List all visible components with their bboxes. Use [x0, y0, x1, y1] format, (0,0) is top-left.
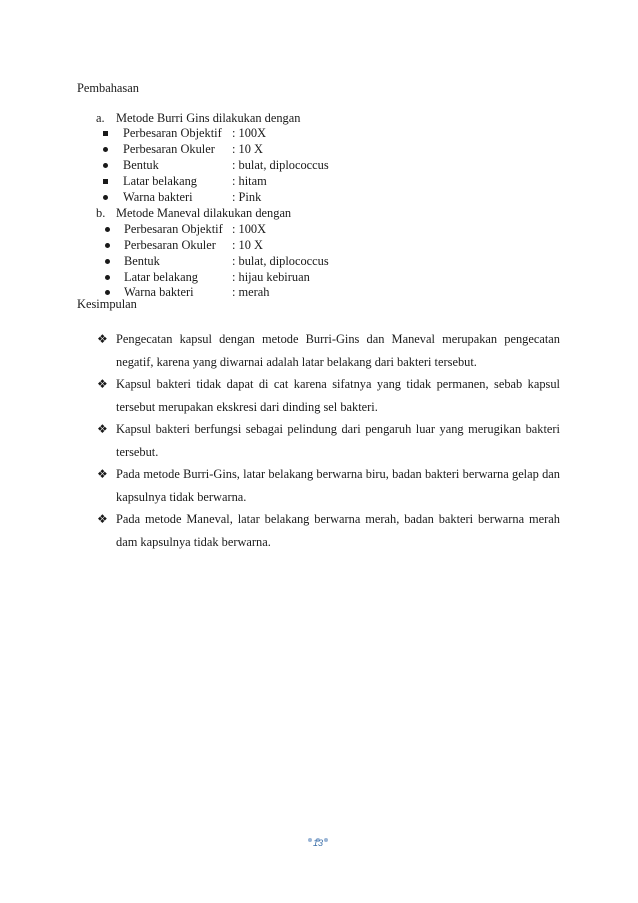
method-b-marker: b. — [96, 206, 106, 220]
method-b-item-label: Bentuk — [124, 254, 160, 268]
method-a-item-value: : 10 X — [232, 142, 263, 156]
method-b-item-label: Latar belakang — [124, 270, 198, 284]
dot-bullet-icon — [103, 147, 108, 152]
method-a-item-label: Warna bakteri — [123, 190, 193, 204]
method-a-item-value: : Pink — [232, 190, 262, 204]
conclusion-title: Kesimpulan — [77, 297, 137, 311]
dot-bullet-icon — [105, 243, 110, 248]
method-a-marker: a. — [96, 111, 105, 125]
method-b-item-label: Warna bakteri — [124, 285, 194, 299]
section-title: Pembahasan — [77, 81, 139, 95]
diamond-bullet-icon: ❖ — [97, 512, 108, 526]
square-bullet-icon — [103, 179, 108, 184]
method-a-item-value: : 100X — [232, 126, 267, 140]
diamond-bullet-icon: ❖ — [97, 467, 108, 481]
method-a-heading: Metode Burri Gins dilakukan dengan — [116, 111, 301, 125]
method-a-item-label: Latar belakang — [123, 174, 197, 188]
dot-bullet-icon — [103, 163, 108, 168]
conclusion-item: Kapsul bakteri berfungsi sebagai pelindung dari pengaruh luar yang merugikan bakteri tersebut. — [116, 422, 560, 459]
method-b-item-label: Perbesaran Objektif — [124, 222, 223, 236]
dot-bullet-icon — [105, 227, 110, 232]
method-a-item-label: Perbesaran Objektif — [123, 126, 222, 140]
method-b-item-value: : merah — [232, 285, 270, 299]
method-b-item-value: : hijau kebiruan — [232, 270, 310, 284]
method-a-item-label: Bentuk — [123, 158, 159, 172]
dot-bullet-icon — [105, 259, 110, 264]
diamond-bullet-icon: ❖ — [97, 377, 108, 391]
method-b-item-value: : bulat, diplococcus — [232, 254, 329, 268]
method-b-item-value: : 100X — [232, 222, 267, 236]
method-b-item-label: Perbesaran Okuler — [124, 238, 216, 252]
conclusion-item: Pada metode Burri-Gins, latar belakang berwarna biru, badan bakteri berwarna gelap dan kapsulnya tidak berwarna. — [116, 467, 560, 504]
diamond-bullet-icon: ❖ — [97, 422, 108, 436]
method-b-heading: Metode Maneval dilakukan dengan — [116, 206, 292, 220]
method-b-item-value: : 10 X — [232, 238, 263, 252]
conclusion-item: Pada metode Maneval, latar belakang berwarna merah, badan bakteri berwarna merah dam kapsulnya tidak berwarna. — [116, 512, 560, 549]
conclusion-item: Kapsul bakteri tidak dapat di cat karena sifatnya yang tidak permanen, sebab kapsul tersebut merupakan ekskresi dari dinding sel bakteri. — [116, 377, 560, 414]
conclusion-item: Pengecatan kapsul dengan metode Burri-Gins dan Maneval merupakan pengecatan negatif, karena yang diwarnai adalah latar belakang dari bakteri tersebut. — [116, 332, 560, 369]
method-a-item-label: Perbesaran Okuler — [123, 142, 215, 156]
method-a-item-value: : hitam — [232, 174, 267, 188]
dot-bullet-icon — [103, 195, 108, 200]
diamond-bullet-icon: ❖ — [97, 332, 108, 346]
page-number: 13 — [313, 838, 324, 848]
dot-bullet-icon — [105, 290, 110, 295]
square-bullet-icon — [103, 131, 108, 136]
dot-bullet-icon — [105, 275, 110, 280]
method-a-item-value: : bulat, diplococcus — [232, 158, 329, 172]
